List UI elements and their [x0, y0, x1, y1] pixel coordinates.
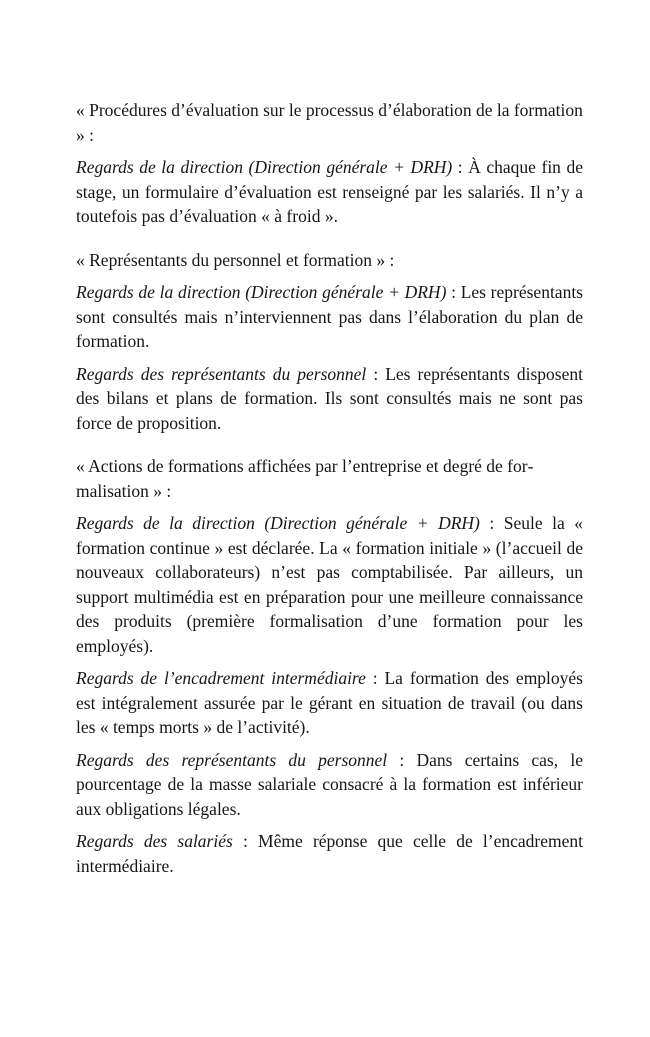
paragraph-lead: Regards de l’encadrement intermédiaire — [76, 668, 366, 688]
section-spacer — [76, 237, 583, 248]
section-evaluation-procedures — [76, 98, 583, 229]
paragraph-text: : Les représentants disposent des bilans et plans de formation. Ils sont consultés mais ne sont pas force de proposition. — [76, 363, 583, 433]
paragraph-text: : Même réponse que celle de l’encadrement intermédiaire. — [76, 831, 583, 876]
paragraph-lead: Regards de la direction (Direction générale + DRH) — [76, 282, 447, 302]
paragraph-lead: Regards des salariés — [76, 831, 233, 851]
paragraph-middle-management-view — [76, 666, 583, 740]
paragraph-direction-view — [76, 280, 583, 354]
section-staff-representatives — [76, 248, 583, 436]
section-heading: « Procédures d’évaluation sur le processus d’élaboration de la formation » : — [76, 100, 583, 145]
paragraph-lead: Regards des représentants du personnel — [76, 749, 388, 770]
paragraph-text: : La formation des employés est intégralement assurée par le gérant en situation de travail (ou dans les « temps morts » de l’activité). — [76, 668, 583, 737]
section-training-actions — [76, 454, 583, 878]
section-spacer — [76, 443, 583, 454]
paragraph-representatives-view — [76, 748, 583, 822]
paragraph-lead: Regards de la direction (Direction générale + DRH) — [76, 157, 453, 177]
paragraph-employees-view — [76, 829, 583, 878]
paragraph-text: : Les représentants sont consultés mais n’interviennent pas dans l’élaboration du plan de formation. — [76, 282, 583, 351]
paragraph-direction-view — [76, 155, 583, 229]
paragraph-text: : Seule la « formation continue » est déclarée. La « formation initiale » (l’accueil de nouveaux collaborateurs) n’est pas comptabilisée. Par ailleurs, un support multimédia est en préparation pour une meilleure connaissance des produits (première formalisation d’une formation pour les employés). — [76, 513, 583, 656]
document-page — [76, 98, 583, 886]
paragraph-text: : Dans certains cas, le pourcentage de la masse salariale consacré à la formation est inférieur aux obligations légales. — [76, 749, 583, 819]
paragraph-text: : À chaque fin de stage, un formulaire d’évaluation est renseigné par les salariés. Il n’y a toutefois pas d’évaluation « à froid ». — [76, 157, 583, 226]
paragraph-lead: Regards des représentants du personnel — [76, 363, 367, 384]
paragraph-representatives-view — [76, 362, 583, 436]
paragraph-direction-view — [76, 511, 583, 658]
paragraph-lead: Regards de la direction (Direction générale + DRH) — [76, 513, 480, 533]
section-heading: « Représentants du personnel et formation » : — [76, 249, 395, 270]
section-heading: « Actions de formations affichées par l’entreprise et degré de formalisation » : — [76, 456, 534, 501]
